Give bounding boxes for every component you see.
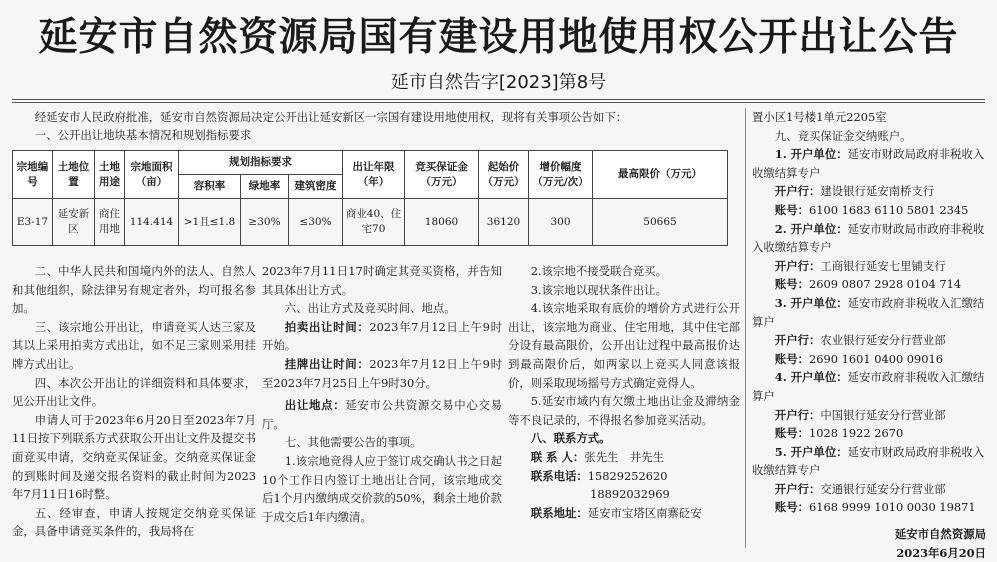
unit-label: 4. 开户单位： xyxy=(774,370,848,385)
bank-value: 中国银行延安分行营业部 xyxy=(820,407,946,422)
account-value: 6168 9999 1010 0030 19871 xyxy=(808,500,976,515)
bank-value: 建设银行延安南桥支行 xyxy=(820,184,935,199)
paragraph: 七、其他需要公告的事项。 xyxy=(284,435,422,450)
unit-value: 延安市政府非税收入汇缴结算户 xyxy=(752,370,985,403)
table-row xyxy=(13,199,728,246)
cell-term: 商业40、住宅70 xyxy=(343,199,405,246)
th-area: 宗地面积（亩） xyxy=(125,151,179,199)
th-use: 土地用途 xyxy=(95,151,125,199)
contact-phone xyxy=(508,467,740,486)
unit-label: 2. 开户单位： xyxy=(774,221,848,236)
account-block xyxy=(752,443,986,517)
auction-time xyxy=(262,318,502,355)
th-green: 绿地率 xyxy=(241,175,289,199)
cell-start: 36120 xyxy=(479,199,529,246)
cell-density: ≤30% xyxy=(289,199,343,246)
auction-value: 2023年7月12日上午9时开始。 xyxy=(262,319,502,353)
cell-location: 延安新区 xyxy=(53,199,95,246)
unit-value: 延安市财政局政府非税收入收缴结算专户 xyxy=(752,444,985,478)
account-label: 账号： xyxy=(774,426,809,441)
document-number: 延市自然告字[2023]第8号 xyxy=(390,72,607,93)
paragraph: 1.该宗地竞得人应于签订成交确认书之日起10个工作日内签订土地出让合同，该宗地成交后1个月内缴纳成交价款的50%，剩余土地价款于成交后1年内缴清。 xyxy=(262,453,502,524)
phone-value-1: 15829252620 xyxy=(587,468,668,483)
contact-address xyxy=(508,504,740,523)
cell-green: ≥30% xyxy=(241,199,289,246)
divider xyxy=(12,102,985,103)
account-block xyxy=(752,368,986,442)
section-heading: 九、竞买保证金交纳账户。 xyxy=(774,128,912,143)
bank-label: 开户行： xyxy=(774,184,821,199)
paragraph: 六、出让方式及竞买时间、地点。 xyxy=(284,301,456,316)
phone-label: 联系电话： xyxy=(530,468,588,483)
page-title: 延安市自然资源局国有建设用地使用权公开出让公告 xyxy=(38,15,959,60)
paragraph: 2.该宗地不接受联合竞买。 xyxy=(530,264,667,278)
cell-max: 50665 xyxy=(593,199,728,246)
th-start: 起始价（万元） xyxy=(479,151,529,199)
listing-label: 挂牌出让时间： xyxy=(284,356,370,371)
column-divider xyxy=(745,108,746,548)
account-label: 账号： xyxy=(774,500,809,515)
account-label: 账号： xyxy=(774,277,809,292)
th-deposit: 竞买保证金（万元） xyxy=(405,151,479,199)
address-label: 联系地址： xyxy=(530,505,588,520)
paragraph: 5.延安市域内有欠缴土地出让金及滞纳金等不良记录的，不得报名参加竞买活动。 xyxy=(508,394,740,427)
paragraph: 四、本次公开出让的详细资料和具体要求，见公开出让文件。 xyxy=(12,375,256,409)
divider xyxy=(12,99,985,100)
th-location: 土地位置 xyxy=(53,151,95,199)
column-2 xyxy=(262,262,502,526)
address-continued: 置小区1号楼1单元2205室 xyxy=(752,110,887,124)
bank-label: 开户行： xyxy=(774,333,821,348)
account-value: 6100 1683 6110 5801 2345 xyxy=(808,202,969,217)
place-value: 延安市公共资源交易中心交易厅。 xyxy=(262,398,502,431)
account-value: 2609 0807 2928 0104 714 xyxy=(808,277,962,292)
cell-step: 300 xyxy=(529,199,593,246)
column-4 xyxy=(752,108,986,562)
column-1 xyxy=(12,262,256,541)
th-density: 建筑密度 xyxy=(289,175,343,199)
th-max: 最高限价（万元） xyxy=(593,151,728,199)
paragraph: 2023年7月11日17时确定其竞买资格，并告知其具体出让方式。 xyxy=(262,264,502,297)
unit-value: 延安市政府非税收入汇缴结算户 xyxy=(752,295,985,329)
signature-org: 延安市自然资源局 xyxy=(894,527,986,542)
auction-label: 拍卖出让时间： xyxy=(284,319,370,334)
contact-person xyxy=(508,448,740,467)
place xyxy=(262,396,502,433)
account-label: 账号： xyxy=(774,202,809,217)
unit-label: 5. 开户单位： xyxy=(774,444,848,459)
intro-paragraph: 经延安市人民政府批准，延安市自然资源局决定公开出让延安新区一宗国有建设用地使用权，现将有关事项公告如下： xyxy=(34,110,628,124)
intro-block xyxy=(12,108,738,246)
bank-label: 开户行： xyxy=(774,407,821,422)
paragraph: 申请人可于2023年6月20日至2023年7月11日按下列联系方式获取公开出让文件及提交书面竞买申请，交纳竞买保证金。交纳竞买保证金的到账时间及递交报名资料的截止时间为2023年7月11日16时整。 xyxy=(12,412,256,502)
th-plan: 规划指标要求 xyxy=(179,151,343,175)
cell-deposit: 18060 xyxy=(405,199,479,246)
column-3 xyxy=(508,262,740,522)
contact-value: 张先生 井先生 xyxy=(584,449,665,464)
th-code: 宗地编号 xyxy=(13,151,53,199)
phone-value-2: 18892032969 xyxy=(590,487,670,502)
paragraph: 4.该宗地采取有底价的增价方式进行公开出让，该宗地为商业、住宅用地，其中住宅部分设有最高限价，公开出让过程中最高报价达到最高限价后，如两家以上竞买人同意该报价，则采取现场摇号方式确定竞得人。 xyxy=(508,301,740,390)
place-label: 出让地点： xyxy=(284,398,346,413)
unit-label: 1. 开户单位： xyxy=(774,147,848,162)
address-value: 延安市宝塔区南寨砭安 xyxy=(587,505,702,520)
bank-value: 农业银行延安分行营业部 xyxy=(820,333,946,348)
bank-label: 开户行： xyxy=(774,481,821,496)
section-heading: 一、公开出让地块基本情况和规划指标要求 xyxy=(34,128,252,142)
listing-value: 2023年7月12日上午9时至2023年7月25日上午9时30分。 xyxy=(262,356,502,390)
paragraph: 五、经审查，申请人按规定交纳竞买保证金，具备申请竞买条件的，我局将在 xyxy=(12,505,256,539)
contact-label: 联 系 人： xyxy=(530,449,585,464)
th-term: 出让年限（年） xyxy=(343,151,405,199)
signature-date: 2023年6月20日 xyxy=(896,545,986,560)
account-value: 2690 1601 0400 09016 xyxy=(808,351,944,366)
listing-time xyxy=(262,355,502,392)
th-far: 容积率 xyxy=(179,175,241,199)
paragraph: 二、中华人民共和国境内外的法人、自然人和其他组织，除法律另有规定者外，均可报名参加。 xyxy=(12,264,256,316)
bank-label: 开户行： xyxy=(774,258,821,273)
account-block xyxy=(752,294,986,368)
section-heading: 八、联系方式。 xyxy=(530,431,611,446)
paragraph: 3.该宗地以现状条件出让。 xyxy=(530,282,667,297)
parcel-table xyxy=(12,150,728,246)
cell-area: 114.414 xyxy=(125,199,179,246)
paragraph: 三、该宗地公开出让，申请竞买人达三家及其以上采用拍卖方式出让，如不足三家则采用挂牌方式出让。 xyxy=(12,319,256,371)
unit-label: 3. 开户单位： xyxy=(774,295,848,310)
account-label: 账号： xyxy=(774,351,809,366)
cell-use: 商住用地 xyxy=(95,199,125,246)
cell-far: >1且≤1.8 xyxy=(179,199,241,246)
bank-value: 交通银行延安分行营业部 xyxy=(820,481,946,496)
account-value: 1028 1922 2670 xyxy=(808,426,904,441)
th-step: 增价幅度（万元/次） xyxy=(529,151,593,199)
account-block xyxy=(752,145,986,219)
cell-code: E3-17 xyxy=(13,199,53,246)
account-block xyxy=(752,220,986,294)
bank-value: 工商银行延安七里铺支行 xyxy=(820,258,946,273)
unit-value: 延安市财政局政府非税收入收缴结算专户 xyxy=(752,147,985,180)
unit-value: 延安市财政局市政府非税收入收缴结算专户 xyxy=(752,221,985,255)
